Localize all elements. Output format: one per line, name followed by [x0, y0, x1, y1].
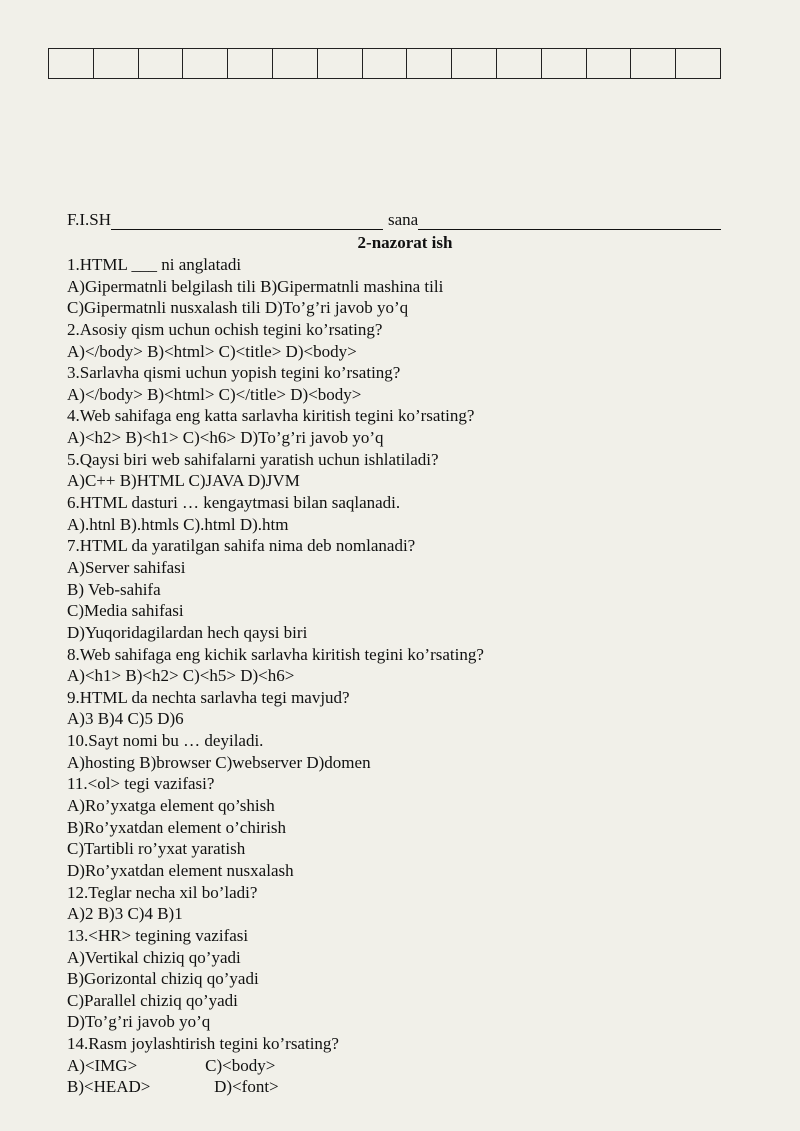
answer-cell — [407, 49, 452, 78]
answer-cell — [94, 49, 139, 78]
question-line: A)<h2> B)<h1> C)<h6> D)To’g’ri javob yo’q — [67, 428, 384, 448]
question-line: A)Vertikal chiziq qo’yadi — [67, 947, 241, 967]
question-line: C)Tartibli ro’yxat yaratish — [67, 839, 246, 859]
question-line: 2.Asosiy qism uchun ochish tegini ko’rsating? — [67, 319, 383, 339]
answer-cell — [542, 49, 587, 78]
question-line: 7.HTML da yaratilgan sahifa nima deb nomlanadi? — [67, 536, 416, 556]
question-line: A)C++ B)HTML C)JAVA D)JVM — [67, 471, 300, 491]
sana-label: sana — [388, 210, 419, 229]
question-line: A)Server sahifasi — [67, 557, 186, 577]
answer-cell — [587, 49, 632, 78]
question-line: 4.Web sahifaga eng katta sarlavha kiritish tegini ko’rsating? — [67, 406, 475, 426]
question-line: A)Gipermatnli belgilash tili B)Gipermatnli mashina tili — [67, 276, 444, 296]
question-line: D)Yuqoridagilardan hech qaysi biri — [67, 622, 308, 642]
page-title: 2-nazorat ish — [357, 233, 453, 252]
answer-cell — [363, 49, 408, 78]
question-line: B) Veb-sahifa — [67, 579, 161, 599]
question-line: A)3 B)4 C)5 D)6 — [67, 709, 184, 729]
question-line: 3.Sarlavha qismi uchun yopish tegini ko’rsating? — [67, 363, 401, 383]
question-line: A)hosting B)browser C)webserver D)domen — [67, 752, 371, 772]
question-line: 8.Web sahifaga eng kichik sarlavha kiritish tegini ko’rsating? — [67, 644, 484, 664]
question-line: 6.HTML dasturi … kengaytmasi bilan saqlanadi. — [67, 493, 401, 513]
question-line: D)Ro’yxatdan element nusxalash — [67, 860, 294, 880]
question-line: A)Ro’yxatga element qo’shish — [67, 796, 275, 816]
question-line: B)Gorizontal chiziq qo’yadi — [67, 969, 259, 989]
name-blank — [111, 212, 383, 230]
question-line: B)<HEAD> D)<font> — [67, 1077, 279, 1097]
question-line: 12.Teglar necha xil bo’ladi? — [67, 882, 258, 902]
answer-cell — [452, 49, 497, 78]
answer-cell — [631, 49, 676, 78]
answer-cell — [273, 49, 318, 78]
question-line: 13.<HR> tegining vazifasi — [67, 925, 249, 945]
question-line: 10.Sayt nomi bu … deyiladi. — [67, 731, 264, 751]
question-line: 14.Rasm joylashtirish tegini ko’rsating? — [67, 1034, 339, 1054]
answer-cell — [139, 49, 184, 78]
answer-cell — [676, 49, 720, 78]
name-date-line — [67, 209, 721, 230]
question-line: A)</body> B)<html> C)</title> D)<body> — [67, 384, 362, 404]
answer-cell — [183, 49, 228, 78]
question-line: A)</body> B)<html> C)<title> D)<body> — [67, 341, 357, 361]
question-line: A).htnl B).htmls C).html D).htm — [67, 514, 289, 534]
questions-list — [67, 254, 747, 1098]
question-line: A)2 B)3 C)4 B)1 — [67, 904, 183, 924]
question-line: C)Gipermatnli nusxalash tili D)To’g’ri javob yo’q — [67, 298, 409, 318]
question-line: B)Ro’yxatdan element o’chirish — [67, 817, 287, 837]
answer-cell — [497, 49, 542, 78]
question-line: C)Media sahifasi — [67, 601, 184, 621]
answer-cell — [228, 49, 273, 78]
question-line: 5.Qaysi biri web sahifalarni yaratish uchun ishlatiladi? — [67, 449, 439, 469]
question-line: 1.HTML ___ ni anglatadi — [67, 255, 242, 274]
question-line: A)<h1> B)<h2> C)<h5> D)<h6> — [67, 666, 295, 686]
answer-cell — [318, 49, 363, 78]
question-line: D)To’g’ri javob yo’q — [67, 1012, 211, 1032]
question-line: C)Parallel chiziq qo’yadi — [67, 990, 238, 1010]
date-blank — [418, 212, 721, 230]
question-line: 9.HTML da nechta sarlavha tegi mavjud? — [67, 687, 350, 707]
question-line: 11.<ol> tegi vazifasi? — [67, 774, 215, 794]
answer-cell — [49, 49, 94, 78]
question-line: A)<IMG> C)<body> — [67, 1055, 276, 1075]
fish-label: F.I.SH — [67, 210, 111, 229]
answer-grid — [48, 48, 721, 79]
